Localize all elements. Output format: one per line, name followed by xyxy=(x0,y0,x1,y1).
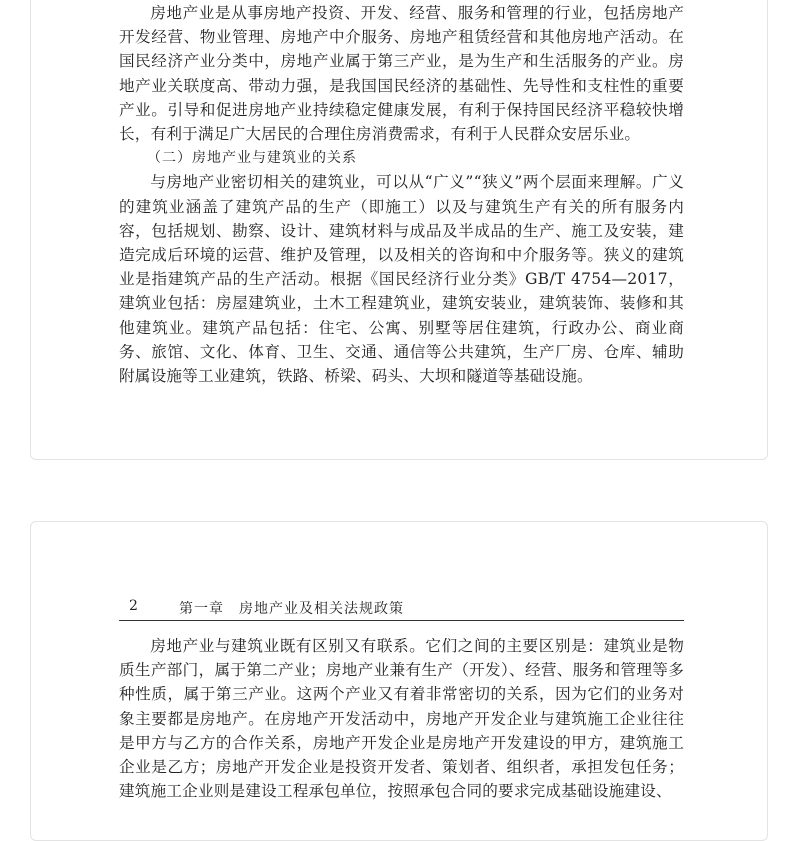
paragraph-difference-and-relation: 房地产业与建筑业既有区别又有联系。它们之间的主要区别是：建筑业是物质生产部门，属于第二产业；房地产业兼有生产（开发）、经营、服务和管理等多种性质，属于第三产业。这两个产业又有着非常密切的关系，因为它们的业务对象主要都是房地产。在房地产开发活动中，房地产开发企业与建筑施工企业往往是甲方与乙方的合作关系，房地产开发企业是房地产开发建设的甲方，建筑施工企业是乙方；房地产开发企业是投资开发者、策划者、组织者，承担发包任务；建筑施工企业则是建设工程承包单位，按照承包合同的要求完成基础设施建设、 xyxy=(119,637,684,801)
page-number: 2 xyxy=(129,598,138,614)
document-page-1 xyxy=(30,0,768,460)
paragraph-real-estate-definition: 房地产业是从事房地产投资、开发、经营、服务和管理的行业，包括房地产开发经营、物业管理、房地产中介服务、房地产租赁经营和其他房地产活动。在国民经济产业分类中，房地产业属于第三产业，是为生产和生活服务的产业。房地产业关联度高、带动力强，是我国国民经济的基础性、先导性和支柱性的重要产业。引导和促进房地产业持续稳定健康发展，有利于保持国民经济平稳较快增长，有利于满足广大居民的合理住房消费需求，有利于人民群众安居乐业。 xyxy=(119,4,684,144)
document-page-2 xyxy=(30,521,768,841)
paragraph-construction-industry: 与房地产业密切相关的建筑业，可以从“广义”“狭义”两个层面来理解。广义的建筑业涵盖了建筑产品的生产（即施工）以及与建筑生产有关的所有服务内容，包括规划、勘察、设计、建筑材料与成品及半成品的生产、施工及安装，建造完成后环境的运营、维护及管理，以及相关的咨询和中介服务等。狭义的建筑业是指建筑产品的生产活动。根据《国民经济行业分类》GB/T 4754—2017，建筑业包括：房屋建筑业，土木工程建筑业，建筑安装业，建筑装饰、装修和其他建筑业。建筑产品包括：住宅、公寓、别墅等居住建筑，行政办公、商业商务、旅馆、文化、体育、卫生、交通、通信等公共建筑，生产厂房、仓库、辅助附属设施等工业建筑，铁路、桥梁、码头、大坝和隧道等基础设施。 xyxy=(119,173,684,386)
page-1-body xyxy=(119,1,684,388)
page-2-body xyxy=(119,634,684,803)
running-header xyxy=(119,594,684,621)
chapter-title: 第一章 房地产业及相关法规政策 xyxy=(179,601,404,617)
section-subheading: （二）房地产业与建筑业的关系 xyxy=(147,150,357,167)
